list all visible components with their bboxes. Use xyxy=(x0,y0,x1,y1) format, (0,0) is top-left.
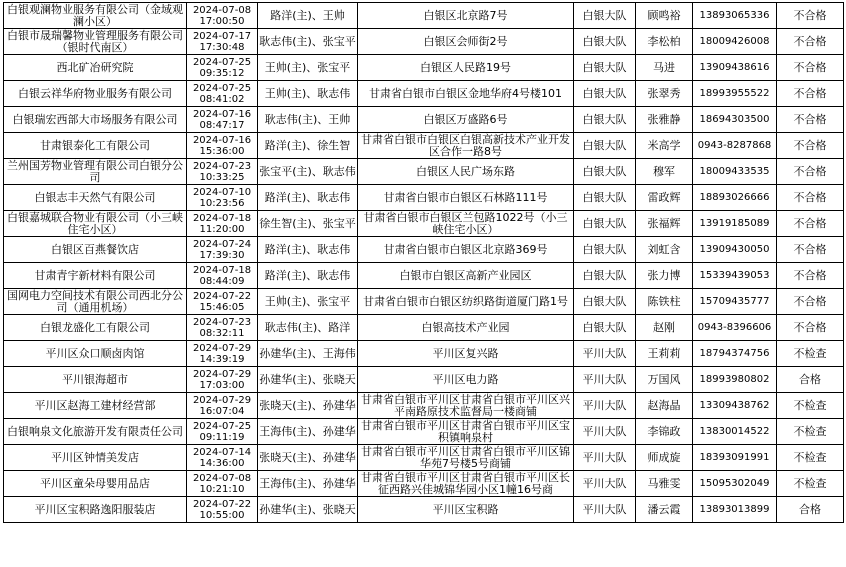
table-row xyxy=(4,81,844,107)
contact-person-cell: 潘云霞 xyxy=(636,497,693,523)
inspection-time-cell xyxy=(187,159,258,185)
inspectors-cell: 路洋(主)、耿志伟 xyxy=(258,237,358,263)
inspection-clock-time: 17:30:48 xyxy=(199,41,245,53)
inspectors-cell: 王海伟(主)、孙建华 xyxy=(258,419,358,445)
address-cell: 平川区电力路 xyxy=(358,367,574,393)
inspection-date: 2024-07-10 xyxy=(192,186,252,198)
company-name-cell: 平川区钟情美发店 xyxy=(4,445,187,471)
result-cell: 不检查 xyxy=(777,341,844,367)
inspectors-cell: 路洋(主)、耿志伟 xyxy=(258,185,358,211)
phone-cell: 15095302049 xyxy=(693,471,777,497)
inspection-clock-time: 08:32:11 xyxy=(199,327,245,339)
address-cell: 甘肃省白银市白银区金地华府4号楼101 xyxy=(358,81,574,107)
team-cell: 平川大队 xyxy=(574,341,636,367)
company-name-cell: 甘肃青宇新材料有限公司 xyxy=(4,263,187,289)
team-cell: 平川大队 xyxy=(574,445,636,471)
team-cell: 白银大队 xyxy=(574,107,636,133)
inspection-time-cell xyxy=(187,393,258,419)
inspectors-cell: 路洋(主)、耿志伟 xyxy=(258,263,358,289)
address-cell: 白银区北京路7号 xyxy=(358,3,574,29)
table-row xyxy=(4,367,844,393)
table-row xyxy=(4,393,844,419)
result-cell: 不合格 xyxy=(777,289,844,315)
phone-cell: 13909438616 xyxy=(693,55,777,81)
address-cell: 甘肃省白银市平川区甘肃省白银市平川区宝积镇响泉村 xyxy=(358,419,574,445)
inspectors-cell: 徐生智(主)、张宝平 xyxy=(258,211,358,237)
contact-person-cell: 刘虹含 xyxy=(636,237,693,263)
inspection-clock-time: 11:20:00 xyxy=(199,223,245,235)
address-cell: 甘肃省白银市平川区甘肃省白银市平川区锦华苑7号楼5号商铺 xyxy=(358,445,574,471)
address-cell: 甘肃省白银市白银区石林路111号 xyxy=(358,185,574,211)
company-name-cell: 平川区赵海工建材经营部 xyxy=(4,393,187,419)
company-name-cell: 白银市晟瑞馨物业管理服务有限公司（银时代南区） xyxy=(4,29,187,55)
inspection-time-cell xyxy=(187,289,258,315)
table-row xyxy=(4,497,844,523)
result-cell: 不检查 xyxy=(777,419,844,445)
table-row xyxy=(4,133,844,159)
team-cell: 白银大队 xyxy=(574,315,636,341)
company-name-cell: 白银嘉城联合物业有限公司（小三峡住宅小区） xyxy=(4,211,187,237)
table-row xyxy=(4,159,844,185)
company-name-cell: 甘肃银泰化工有限公司 xyxy=(4,133,187,159)
table-row xyxy=(4,471,844,497)
company-name-cell: 兰州国芳物业管理有限公司白银分公司 xyxy=(4,159,187,185)
inspection-date: 2024-07-23 xyxy=(192,160,252,172)
result-cell: 合格 xyxy=(777,497,844,523)
team-cell: 白银大队 xyxy=(574,159,636,185)
inspection-date: 2024-07-24 xyxy=(192,238,252,250)
address-cell: 白银区会师街2号 xyxy=(358,29,574,55)
inspection-time-cell xyxy=(187,185,258,211)
phone-cell: 18009433535 xyxy=(693,159,777,185)
company-name-cell: 平川区童朵母婴用品店 xyxy=(4,471,187,497)
table-row xyxy=(4,341,844,367)
inspection-date: 2024-07-29 xyxy=(192,342,252,354)
team-cell: 白银大队 xyxy=(574,289,636,315)
inspection-date: 2024-07-23 xyxy=(192,316,252,328)
result-cell: 不合格 xyxy=(777,107,844,133)
result-cell: 不检查 xyxy=(777,445,844,471)
inspectors-cell: 孙建华(主)、张晓天 xyxy=(258,497,358,523)
phone-cell: 15339439053 xyxy=(693,263,777,289)
inspection-time-cell xyxy=(187,55,258,81)
company-name-cell: 平川区众口顺卤肉馆 xyxy=(4,341,187,367)
team-cell: 白银大队 xyxy=(574,211,636,237)
company-name-cell: 白银区百燕餐饮店 xyxy=(4,237,187,263)
team-cell: 平川大队 xyxy=(574,471,636,497)
inspection-clock-time: 14:36:00 xyxy=(199,457,245,469)
company-name-cell: 白银云祥华府物业服务有限公司 xyxy=(4,81,187,107)
contact-person-cell: 张福辉 xyxy=(636,211,693,237)
inspection-clock-time: 16:07:04 xyxy=(199,405,245,417)
phone-cell: 13893013899 xyxy=(693,497,777,523)
inspectors-cell: 孙建华(主)、张晓天 xyxy=(258,367,358,393)
result-cell: 不合格 xyxy=(777,237,844,263)
contact-person-cell: 穆军 xyxy=(636,159,693,185)
result-cell: 不合格 xyxy=(777,315,844,341)
team-cell: 平川大队 xyxy=(574,367,636,393)
team-cell: 白银大队 xyxy=(574,55,636,81)
phone-cell: 13919185089 xyxy=(693,211,777,237)
contact-person-cell: 李锦政 xyxy=(636,419,693,445)
inspection-date: 2024-07-22 xyxy=(192,498,252,510)
contact-person-cell: 张翠秀 xyxy=(636,81,693,107)
phone-cell: 18794374756 xyxy=(693,341,777,367)
inspection-date: 2024-07-16 xyxy=(192,134,252,146)
team-cell: 平川大队 xyxy=(574,497,636,523)
table-body xyxy=(4,3,844,523)
inspection-time-cell xyxy=(187,445,258,471)
phone-cell: 13893065336 xyxy=(693,3,777,29)
phone-cell: 13830014522 xyxy=(693,419,777,445)
inspection-time-cell xyxy=(187,315,258,341)
team-cell: 白银大队 xyxy=(574,29,636,55)
contact-person-cell: 李松柏 xyxy=(636,29,693,55)
result-cell: 不合格 xyxy=(777,211,844,237)
table-row xyxy=(4,3,844,29)
inspection-time-cell xyxy=(187,341,258,367)
contact-person-cell: 万国风 xyxy=(636,367,693,393)
result-cell: 合格 xyxy=(777,367,844,393)
table-row xyxy=(4,237,844,263)
inspection-date: 2024-07-14 xyxy=(192,446,252,458)
inspection-clock-time: 14:39:19 xyxy=(199,353,245,365)
result-cell: 不合格 xyxy=(777,29,844,55)
address-cell: 白银高技术产业园 xyxy=(358,315,574,341)
result-cell: 不合格 xyxy=(777,133,844,159)
inspection-date: 2024-07-25 xyxy=(192,56,252,68)
inspection-time-cell xyxy=(187,367,258,393)
inspectors-cell: 王海伟(主)、孙建华 xyxy=(258,471,358,497)
inspection-clock-time: 17:03:00 xyxy=(199,379,245,391)
team-cell: 白银大队 xyxy=(574,133,636,159)
inspection-time-cell xyxy=(187,211,258,237)
phone-cell: 18694303500 xyxy=(693,107,777,133)
inspectors-cell: 王帅(主)、耿志伟 xyxy=(258,81,358,107)
contact-person-cell: 马进 xyxy=(636,55,693,81)
inspection-date: 2024-07-18 xyxy=(192,212,252,224)
inspection-clock-time: 09:11:19 xyxy=(199,431,245,443)
address-cell: 甘肃省白银市平川区甘肃省白银市平川区长征西路兴佳城锦华园小区1幢16号商 xyxy=(358,471,574,497)
inspectors-cell: 耿志伟(主)、张宝平 xyxy=(258,29,358,55)
table-row xyxy=(4,29,844,55)
result-cell: 不合格 xyxy=(777,185,844,211)
contact-person-cell: 赵海晶 xyxy=(636,393,693,419)
phone-cell: 13309438762 xyxy=(693,393,777,419)
table-row xyxy=(4,211,844,237)
team-cell: 白银大队 xyxy=(574,237,636,263)
contact-person-cell: 王莉莉 xyxy=(636,341,693,367)
team-cell: 白银大队 xyxy=(574,81,636,107)
inspection-time-cell xyxy=(187,497,258,523)
company-name-cell: 白银瑞宏西部大市场服务有限公司 xyxy=(4,107,187,133)
inspection-date: 2024-07-17 xyxy=(192,30,252,42)
address-cell: 甘肃省白银市平川区甘肃省白银市平川区兴平南路原技术监督局一楼商铺 xyxy=(358,393,574,419)
address-cell: 甘肃省白银市白银区兰包路1022号（小三峡住宅小区） xyxy=(358,211,574,237)
table-row xyxy=(4,107,844,133)
contact-person-cell: 顾鸣裕 xyxy=(636,3,693,29)
team-cell: 平川大队 xyxy=(574,393,636,419)
inspectors-cell: 耿志伟(主)、王帅 xyxy=(258,107,358,133)
inspection-clock-time: 08:41:02 xyxy=(199,93,245,105)
contact-person-cell: 雷政辉 xyxy=(636,185,693,211)
contact-person-cell: 张雅静 xyxy=(636,107,693,133)
table-row xyxy=(4,55,844,81)
inspectors-cell: 张晓天(主)、孙建华 xyxy=(258,393,358,419)
address-cell: 白银区人民路19号 xyxy=(358,55,574,81)
address-cell: 甘肃省白银市白银区北京路369号 xyxy=(358,237,574,263)
inspection-clock-time: 15:46:05 xyxy=(199,301,245,313)
contact-person-cell: 马雅雯 xyxy=(636,471,693,497)
inspection-time-cell xyxy=(187,3,258,29)
company-name-cell: 西北矿冶研究院 xyxy=(4,55,187,81)
phone-cell: 18393091991 xyxy=(693,445,777,471)
table-row xyxy=(4,315,844,341)
inspection-table-wrapper xyxy=(3,2,844,523)
inspection-clock-time: 10:33:25 xyxy=(199,171,245,183)
inspection-time-cell xyxy=(187,107,258,133)
inspectors-cell: 路洋(主)、王帅 xyxy=(258,3,358,29)
inspectors-cell: 王帅(主)、张宝平 xyxy=(258,55,358,81)
inspection-clock-time: 10:55:00 xyxy=(199,509,245,521)
team-cell: 白银大队 xyxy=(574,3,636,29)
result-cell: 不合格 xyxy=(777,81,844,107)
result-cell: 不检查 xyxy=(777,393,844,419)
inspection-clock-time: 10:21:10 xyxy=(199,483,245,495)
inspection-time-cell xyxy=(187,471,258,497)
inspection-time-cell xyxy=(187,263,258,289)
address-cell: 白银区万盛路6号 xyxy=(358,107,574,133)
team-cell: 平川大队 xyxy=(574,419,636,445)
phone-cell: 18993980802 xyxy=(693,367,777,393)
company-name-cell: 平川区宝积路逸阳服装店 xyxy=(4,497,187,523)
company-name-cell: 国网电力空间技术有限公司西北分公司（通用机场） xyxy=(4,289,187,315)
team-cell: 白银大队 xyxy=(574,263,636,289)
inspection-table xyxy=(3,2,844,523)
result-cell: 不合格 xyxy=(777,55,844,81)
inspectors-cell: 耿志伟(主)、路洋 xyxy=(258,315,358,341)
inspection-date: 2024-07-25 xyxy=(192,82,252,94)
inspection-date: 2024-07-08 xyxy=(192,472,252,484)
inspection-clock-time: 08:47:17 xyxy=(199,119,245,131)
inspectors-cell: 王帅(主)、张宝平 xyxy=(258,289,358,315)
inspection-time-cell xyxy=(187,419,258,445)
inspection-date: 2024-07-29 xyxy=(192,368,252,380)
inspection-time-cell xyxy=(187,29,258,55)
phone-cell: 0943-8396606 xyxy=(693,315,777,341)
address-cell: 平川区宝积路 xyxy=(358,497,574,523)
company-name-cell: 白银观澜物业服务有限公司（金域观澜小区） xyxy=(4,3,187,29)
inspection-date: 2024-07-22 xyxy=(192,290,252,302)
inspection-date: 2024-07-25 xyxy=(192,420,252,432)
table-row xyxy=(4,289,844,315)
table-row xyxy=(4,445,844,471)
result-cell: 不合格 xyxy=(777,159,844,185)
phone-cell: 18009426008 xyxy=(693,29,777,55)
table-row xyxy=(4,185,844,211)
result-cell: 不合格 xyxy=(777,263,844,289)
company-name-cell: 平川银海超市 xyxy=(4,367,187,393)
phone-cell: 13909430050 xyxy=(693,237,777,263)
inspection-clock-time: 09:35:12 xyxy=(199,67,245,79)
company-name-cell: 白银志丰天然气有限公司 xyxy=(4,185,187,211)
company-name-cell: 白银龙盛化工有限公司 xyxy=(4,315,187,341)
inspectors-cell: 张晓天(主)、孙建华 xyxy=(258,445,358,471)
phone-cell: 0943-8287868 xyxy=(693,133,777,159)
result-cell: 不合格 xyxy=(777,3,844,29)
inspection-time-cell xyxy=(187,81,258,107)
result-cell: 不检查 xyxy=(777,471,844,497)
inspection-clock-time: 17:00:50 xyxy=(199,15,245,27)
team-cell: 白银大队 xyxy=(574,185,636,211)
inspection-date: 2024-07-08 xyxy=(192,4,252,16)
address-cell: 白银市白银区高新产业园区 xyxy=(358,263,574,289)
address-cell: 白银区人民广场东路 xyxy=(358,159,574,185)
inspection-date: 2024-07-18 xyxy=(192,264,252,276)
inspection-date: 2024-07-29 xyxy=(192,394,252,406)
contact-person-cell: 师成旋 xyxy=(636,445,693,471)
inspection-date: 2024-07-16 xyxy=(192,108,252,120)
inspection-clock-time: 15:36:00 xyxy=(199,145,245,157)
phone-cell: 15709435777 xyxy=(693,289,777,315)
company-name-cell: 白银响泉文化旅游开发有限责任公司 xyxy=(4,419,187,445)
inspectors-cell: 路洋(主)、徐生智 xyxy=(258,133,358,159)
phone-cell: 18993955522 xyxy=(693,81,777,107)
address-cell: 甘肃省白银市白银区白银高新技术产业开发区合作一路8号 xyxy=(358,133,574,159)
table-row xyxy=(4,263,844,289)
phone-cell: 18893026666 xyxy=(693,185,777,211)
contact-person-cell: 米高学 xyxy=(636,133,693,159)
inspection-clock-time: 08:44:09 xyxy=(199,275,245,287)
contact-person-cell: 陈铁柱 xyxy=(636,289,693,315)
inspection-time-cell xyxy=(187,133,258,159)
inspection-clock-time: 17:39:30 xyxy=(199,249,245,261)
table-row xyxy=(4,419,844,445)
inspectors-cell: 张宝平(主)、耿志伟 xyxy=(258,159,358,185)
inspection-clock-time: 10:23:56 xyxy=(199,197,245,209)
inspectors-cell: 孙建华(主)、王海伟 xyxy=(258,341,358,367)
contact-person-cell: 张力博 xyxy=(636,263,693,289)
address-cell: 甘肃省白银市白银区纺织路街道厦门路1号 xyxy=(358,289,574,315)
inspection-time-cell xyxy=(187,237,258,263)
address-cell: 平川区复兴路 xyxy=(358,341,574,367)
contact-person-cell: 赵刚 xyxy=(636,315,693,341)
